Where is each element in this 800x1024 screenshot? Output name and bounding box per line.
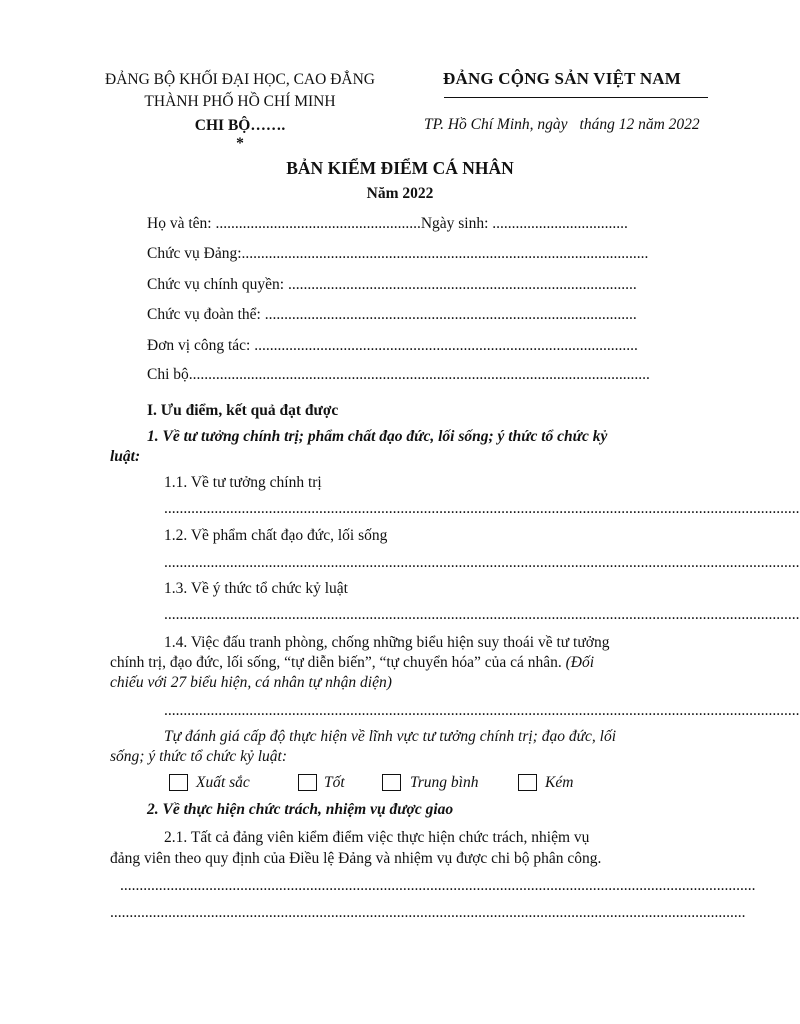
- answer-line-1-2[interactable]: ....................................................................................................................................................................: [164, 554, 800, 571]
- rating-label-excellent: Xuất sắc: [196, 774, 250, 791]
- rating-label-average: Trung bình: [410, 774, 479, 791]
- answer-line-2-1a[interactable]: ....................................................................................................................................................................: [120, 877, 756, 894]
- place-date-part2: tháng 12 năm 2022: [579, 116, 700, 133]
- branch-name: CHI BỘ…….: [194, 117, 286, 134]
- field-work-unit[interactable]: Đơn vị công tác: ...................................................................................................: [147, 337, 638, 354]
- self-eval-line2: sống; ý thức tổ chức kỷ luật:: [110, 748, 288, 765]
- item-1-3: 1.3. Về ý thức tổ chức kỷ luật: [164, 580, 348, 597]
- party-name-underline: [444, 97, 708, 98]
- answer-line-1-4[interactable]: ....................................................................................................................................................................: [164, 702, 800, 719]
- rating-checkbox-average[interactable]: [382, 774, 401, 791]
- self-eval-line1: Tự đánh giá cấp độ thực hiện về lĩnh vực tư tưởng chính trị; đạo đức, lối: [164, 728, 617, 745]
- item-1-4-line1: 1.4. Việc đấu tranh phòng, chống những biểu hiện suy thoái về tư tưởng: [164, 634, 610, 651]
- field-union-position[interactable]: Chức vụ đoàn thể: ................................................................................................: [147, 306, 637, 323]
- place-date-part1: TP. Hồ Chí Minh, ngày: [424, 116, 568, 133]
- item-2-1-line1: 2.1. Tất cả đảng viên kiểm điểm việc thực hiện chức trách, nhiệm vụ: [164, 829, 590, 846]
- field-party-position[interactable]: Chức vụ Đảng:.........................................................................................................: [147, 245, 649, 262]
- answer-line-1-3[interactable]: ....................................................................................................................................................................: [164, 606, 800, 623]
- field-gov-position[interactable]: Chức vụ chính quyền: ..........................................................................................: [147, 276, 637, 293]
- item-1-4-line2: [110, 654, 594, 672]
- subsection1-heading-line2: luật:: [110, 448, 141, 465]
- rating-label-good: Tốt: [324, 774, 345, 791]
- document-year: Năm 2022: [366, 185, 434, 202]
- item-1-1: 1.1. Về tư tưởng chính trị: [164, 474, 322, 491]
- subsection1-heading-line1: 1. Về tư tưởng chính trị; phẩm chất đạo đức, lối sống; ý thức tổ chức kỷ: [147, 428, 608, 445]
- item-1-4-note-a: (Đối: [565, 654, 595, 671]
- party-name: ĐẢNG CỘNG SẢN VIỆT NAM: [443, 69, 682, 88]
- org-name-line1: ĐẢNG BỘ KHỐI ĐẠI HỌC, CAO ĐẲNG: [105, 71, 375, 88]
- field-name-dob[interactable]: Họ và tên: .....................................................Ngày sinh: ...................................: [147, 215, 628, 232]
- document-title: BẢN KIỂM ĐIỂM CÁ NHÂN: [286, 158, 514, 178]
- org-name-line2: THÀNH PHỐ HỒ CHÍ MINH: [144, 93, 336, 110]
- rating-checkbox-excellent[interactable]: [169, 774, 188, 791]
- item-1-4-line2-text: chính trị, đạo đức, lối sống, “tự diễn biến”, “tự chuyển hóa” của cá nhân.: [110, 654, 562, 671]
- answer-line-2-1b[interactable]: ....................................................................................................................................................................: [110, 904, 746, 921]
- answer-line-1-1[interactable]: ....................................................................................................................................................................: [164, 500, 800, 517]
- rating-checkbox-poor[interactable]: [518, 774, 537, 791]
- header-star: *: [236, 135, 244, 152]
- subsection2-heading: 2. Về thực hiện chức trách, nhiệm vụ được giao: [147, 801, 454, 818]
- place-date: [424, 116, 700, 134]
- rating-checkbox-good[interactable]: [298, 774, 317, 791]
- rating-label-poor: Kém: [545, 774, 574, 791]
- field-branch[interactable]: Chi bộ.......................................................................................................................: [147, 366, 650, 383]
- item-1-2: 1.2. Về phẩm chất đạo đức, lối sống: [164, 527, 388, 544]
- item-2-1-line2: đảng viên theo quy định của Điều lệ Đảng và nhiệm vụ được chi bộ phân công.: [110, 850, 602, 867]
- section1-heading: I. Ưu điểm, kết quả đạt được: [147, 402, 339, 419]
- item-1-4-note-b: chiếu với 27 biểu hiện, cá nhân tự nhận diện): [110, 674, 392, 691]
